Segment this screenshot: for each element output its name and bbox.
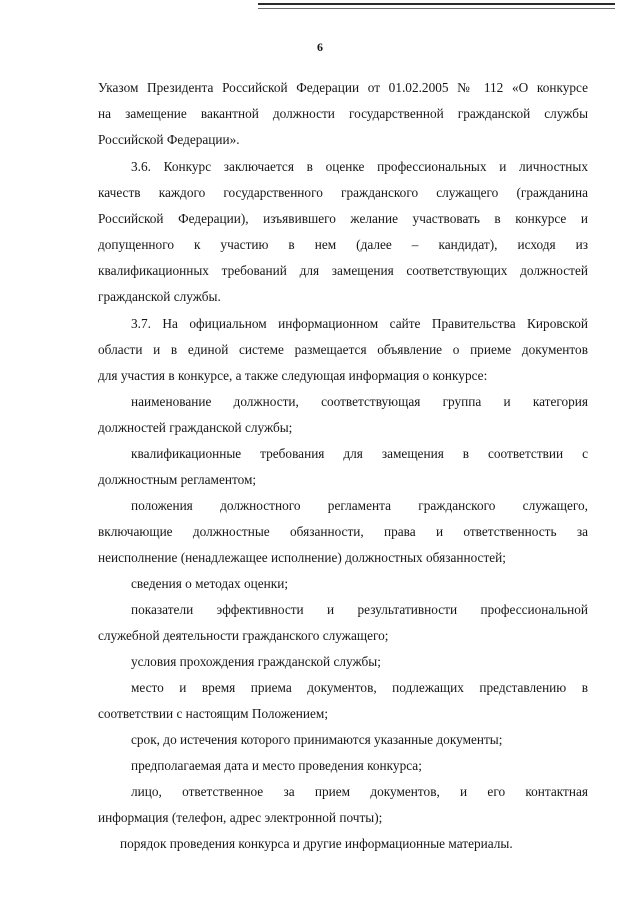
text-line: порядок проведения конкурса и другие информационные материалы. xyxy=(120,836,513,851)
text-line: служебной деятельности гражданского служащего; xyxy=(98,628,389,643)
text-line: допущенного к участию в нем (далее – кандидат), исходя из xyxy=(98,237,588,252)
text-line: квалификационные требования для замещения в соответствии с xyxy=(131,446,588,461)
text-line: условия прохождения гражданской службы; xyxy=(131,654,381,669)
text-line: лицо, ответственное за прием документов, и его контактная xyxy=(131,784,588,799)
header-rule-thin xyxy=(258,8,615,9)
text-line: сведения о методах оценки; xyxy=(131,576,289,591)
text-line: неисполнение (ненадлежащее исполнение) должностных обязанностей; xyxy=(98,550,506,565)
text-line: 3.6. Конкурс заключается в оценке профессиональных и личностных xyxy=(131,159,588,174)
text-line: должностным регламентом; xyxy=(98,472,257,487)
text-line: место и время приема документов, подлежащих представлению в xyxy=(131,680,588,695)
text-line: показатели эффективности и результативности профессиональной xyxy=(131,602,588,617)
text-line: положения должностного регламента гражданского служащего, xyxy=(131,498,588,513)
header-rule xyxy=(258,3,615,5)
text-line: области и в единой системе размещается объявление о приеме документов xyxy=(98,342,588,357)
text-line: качеств каждого государственного гражданского служащего (гражданина xyxy=(98,185,588,200)
text-line: 3.7. На официальном информационном сайте Правительства Кировской xyxy=(131,316,588,331)
text-line: включающие должностные обязанности, права и ответственность за xyxy=(98,524,588,539)
text-line: должностей гражданской службы; xyxy=(98,420,293,435)
text-line: соответствии с настоящим Положением; xyxy=(98,706,329,721)
text-line: гражданской службы. xyxy=(98,289,221,304)
text-line: наименование должности, соответствующая группа и категория xyxy=(131,394,588,409)
text-line: на замещение вакантной должности государственной гражданской службы xyxy=(98,106,588,121)
text-line: Российской Федерации». xyxy=(98,132,240,147)
text-line: Российской Федерации), изъявившего желание участвовать в конкурсе и xyxy=(98,211,588,226)
text-line: квалификационных требований для замещения соответствующих должностей xyxy=(98,263,588,278)
page-number: 6 xyxy=(317,40,323,54)
text-line: предполагаемая дата и место проведения конкурса; xyxy=(131,758,422,773)
text-line: информация (телефон, адрес электронной почты); xyxy=(98,810,383,825)
text-line: для участия в конкурсе, а также следующая информация о конкурсе: xyxy=(98,368,488,383)
text-line: срок, до истечения которого принимаются указанные документы; xyxy=(131,732,503,747)
text-line: Указом Президента Российской Федерации от 01.02.2005 № 112 «О конкурсе xyxy=(98,80,588,95)
